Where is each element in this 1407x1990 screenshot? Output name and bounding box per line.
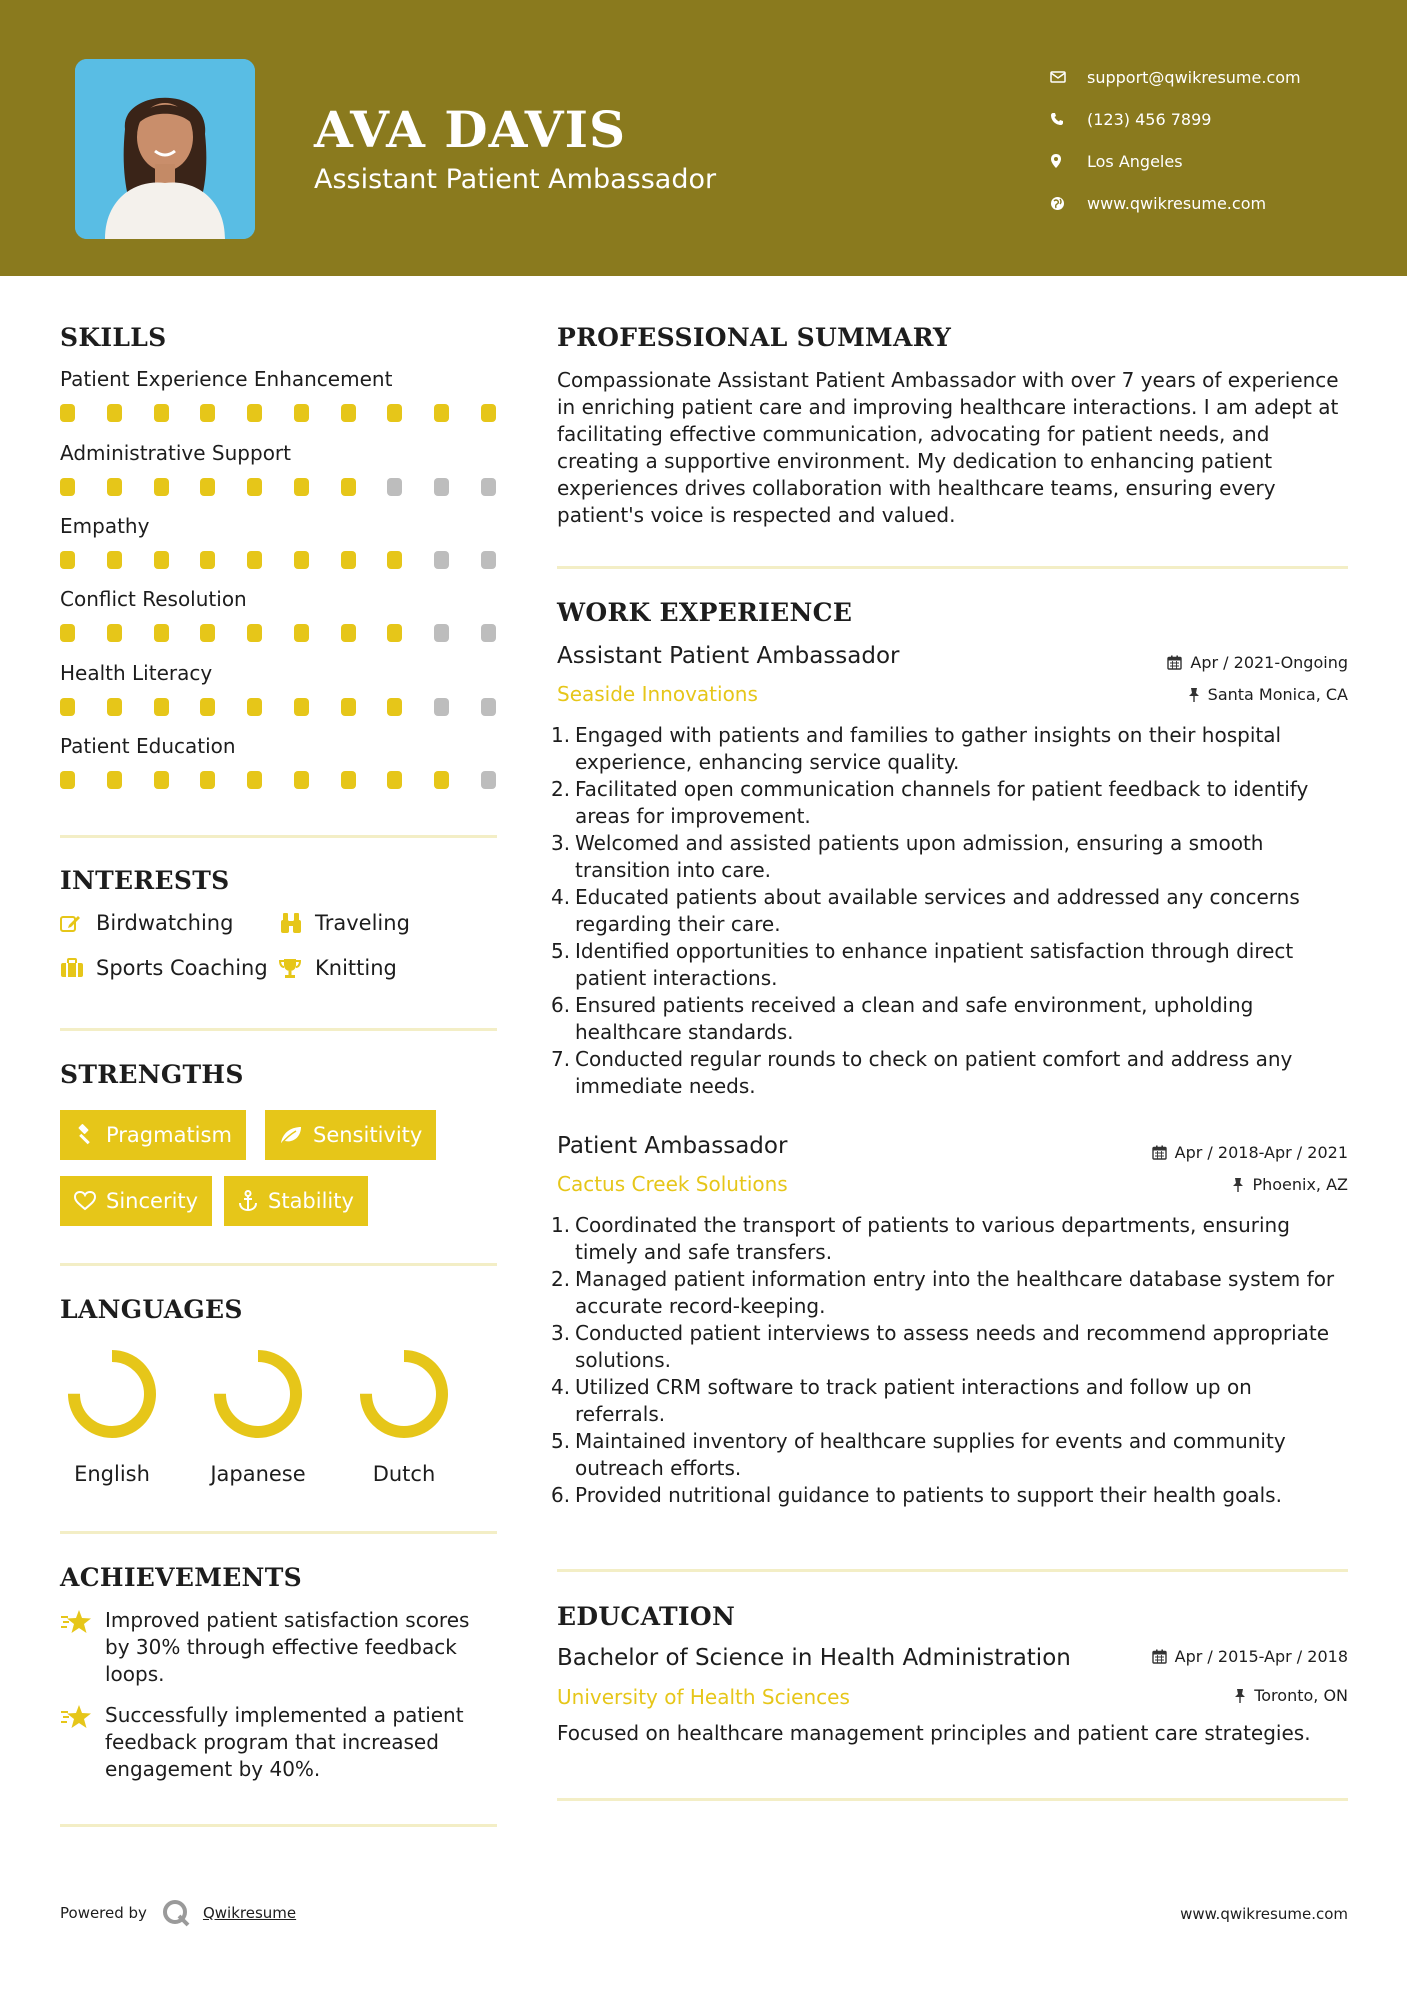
section-divider <box>557 1569 1348 1572</box>
duty-number: 5. <box>551 939 571 963</box>
job-location-text: Phoenix, AZ <box>1252 1175 1348 1194</box>
rating-dot-filled <box>200 771 215 789</box>
rating-dot-filled <box>107 698 122 716</box>
qwikresume-link[interactable]: Qwikresume <box>202 1904 297 1922</box>
rating-dot-filled <box>154 551 169 569</box>
rating-dot-filled <box>294 478 309 496</box>
star-icon <box>60 1609 94 1639</box>
rating-dot-filled <box>341 551 356 569</box>
pushpin-icon <box>1234 1688 1246 1703</box>
duty-text: Provided nutritional guidance to patients to support their health goals. <box>575 1483 1282 1507</box>
rating-dot-filled <box>294 624 309 642</box>
language-level-ring <box>212 1348 304 1440</box>
rating-dot-empty <box>481 698 496 716</box>
rating-dot-empty <box>387 478 402 496</box>
contact-text: www.qwikresume.com <box>1087 193 1267 213</box>
pencil-icon <box>60 913 96 933</box>
section-divider <box>557 1798 1348 1801</box>
duties-list <box>551 1212 1348 1509</box>
duty-text: Engaged with patients and families to gather insights on their hospital experience, enhancing service quality. <box>575 723 1282 774</box>
language-item <box>344 1348 464 1486</box>
job-location-text: Santa Monica, CA <box>1207 685 1348 704</box>
job-title: Patient Ambassador <box>557 1133 788 1159</box>
achievement-text: Improved patient satisfaction scores by 30% through effective feedback loops. <box>105 1608 470 1686</box>
duty-item <box>551 776 1348 830</box>
duty-number: 1. <box>551 723 571 747</box>
achievements-heading: ACHIEVEMENTS <box>60 1563 302 1592</box>
rating-dot-filled <box>387 771 402 789</box>
skill-name: Patient Education <box>60 734 236 758</box>
interests-heading: INTERESTS <box>60 866 230 895</box>
rating-dot-filled <box>60 404 75 422</box>
duty-text: Welcomed and assisted patients upon admission, ensuring a smooth transition into care. <box>575 831 1264 882</box>
rating-dot-filled <box>434 404 449 422</box>
education-heading: EDUCATION <box>557 1602 736 1631</box>
duty-text: Ensured patients received a clean and safe environment, upholding healthcare standards. <box>575 993 1254 1044</box>
duty-number: 7. <box>551 1047 571 1071</box>
duty-item <box>551 1046 1348 1100</box>
skill-item <box>60 587 497 611</box>
skill-rating <box>60 698 497 716</box>
rating-dot-filled <box>60 624 75 642</box>
language-level-arc <box>366 1356 442 1432</box>
duty-number: 6. <box>551 1483 571 1507</box>
rating-dot-filled <box>434 771 449 789</box>
rating-dot-filled <box>247 478 262 496</box>
duty-number: 3. <box>551 831 571 855</box>
interest-item <box>279 911 410 935</box>
achievement-item <box>60 1607 497 1688</box>
interest-label: Birdwatching <box>96 911 234 935</box>
pushpin-icon <box>1232 1177 1244 1192</box>
rating-dot-filled <box>200 404 215 422</box>
job-location <box>1188 685 1348 704</box>
education-dates-text: Apr / 2015-Apr / 2018 <box>1174 1647 1348 1666</box>
rating-dot-filled <box>107 624 122 642</box>
duty-text: Facilitated open communication channels for patient feedback to identify areas for improvement. <box>575 777 1309 828</box>
duty-number: 3. <box>551 1321 571 1345</box>
rating-dot-filled <box>247 771 262 789</box>
section-divider <box>60 1263 497 1266</box>
rating-dot-filled <box>387 404 402 422</box>
contact-location <box>1050 140 1390 182</box>
language-item <box>198 1348 318 1486</box>
duty-number: 4. <box>551 1375 571 1399</box>
rating-dot-filled <box>247 698 262 716</box>
section-divider <box>557 566 1348 569</box>
powered-by-text: Powered by <box>60 1904 147 1922</box>
language-name: Dutch <box>372 1462 436 1486</box>
duty-text: Managed patient information entry into the healthcare database system for accurate record-keeping. <box>575 1267 1335 1318</box>
strength-label: Stability <box>268 1189 354 1213</box>
rating-dot-filled <box>154 698 169 716</box>
duty-text: Educated patients about available services and addressed any concerns regarding their care. <box>575 885 1300 936</box>
rating-dot-filled <box>60 698 75 716</box>
rating-dot-filled <box>341 771 356 789</box>
calendar-icon <box>1167 655 1182 670</box>
job-dates <box>1167 653 1348 672</box>
job-location <box>1232 1175 1348 1194</box>
rating-dot-filled <box>387 698 402 716</box>
duty-number: 2. <box>551 1267 571 1291</box>
footer-powered-by <box>60 1898 296 1928</box>
rating-dot-filled <box>60 771 75 789</box>
duties-list <box>551 722 1348 1100</box>
rating-dot-filled <box>107 551 122 569</box>
contact-text: support@qwikresume.com <box>1087 67 1301 87</box>
rating-dot-empty <box>481 624 496 642</box>
rating-dot-filled <box>294 404 309 422</box>
section-divider <box>60 835 497 838</box>
rating-dot-filled <box>387 551 402 569</box>
rating-dot-filled <box>154 624 169 642</box>
candidate-name: AVA DAVIS <box>314 100 627 159</box>
strength-label: Sincerity <box>106 1189 199 1213</box>
globe-icon <box>1050 196 1087 211</box>
rating-dot-filled <box>341 478 356 496</box>
interest-item <box>60 956 268 980</box>
rating-dot-filled <box>247 624 262 642</box>
duty-text: Maintained inventory of healthcare supplies for events and community outreach efforts. <box>575 1429 1286 1480</box>
rating-dot-filled <box>294 771 309 789</box>
briefcase-icon <box>60 958 96 978</box>
language-name: Japanese <box>210 1462 306 1486</box>
skill-name: Administrative Support <box>60 441 291 465</box>
strength-badge <box>60 1110 246 1160</box>
skill-rating <box>60 551 497 569</box>
job-dates-text: Apr / 2021-Ongoing <box>1190 653 1348 672</box>
duty-item <box>551 992 1348 1046</box>
language-level-ring <box>358 1348 450 1440</box>
rating-dot-empty <box>481 771 496 789</box>
rating-dot-empty <box>434 624 449 642</box>
education-description: Focused on healthcare management principles and patient care strategies. <box>557 1721 1311 1745</box>
company-name: Seaside Innovations <box>557 682 758 706</box>
summary-heading: PROFESSIONAL SUMMARY <box>557 323 952 352</box>
rating-dot-filled <box>200 551 215 569</box>
strengths-heading: STRENGTHS <box>60 1060 244 1089</box>
calendar-icon <box>1152 1649 1167 1664</box>
duty-number: 1. <box>551 1213 571 1237</box>
profile-photo <box>75 59 255 239</box>
duty-item <box>551 1428 1348 1482</box>
rating-dot-filled <box>341 624 356 642</box>
strength-badge <box>265 1110 436 1160</box>
section-divider <box>60 1028 497 1031</box>
rating-dot-filled <box>154 478 169 496</box>
achievement-text: Successfully implemented a patient feedback program that increased engagement by 40%. <box>105 1703 464 1781</box>
skill-item <box>60 441 497 465</box>
rating-dot-filled <box>341 404 356 422</box>
rating-dot-empty <box>434 698 449 716</box>
skill-rating <box>60 771 497 789</box>
language-level-ring <box>66 1348 158 1440</box>
interest-label: Knitting <box>315 956 397 980</box>
skill-name: Empathy <box>60 514 150 538</box>
duty-item <box>551 938 1348 992</box>
rating-dot-empty <box>434 551 449 569</box>
experience-heading: WORK EXPERIENCE <box>557 598 853 627</box>
skill-item <box>60 367 497 391</box>
job-dates-text: Apr / 2018-Apr / 2021 <box>1174 1143 1348 1162</box>
degree-name: Bachelor of Science in Health Administration <box>557 1645 1071 1671</box>
contact-email[interactable] <box>1050 56 1390 98</box>
interest-item <box>60 911 233 935</box>
rating-dot-filled <box>481 404 496 422</box>
rating-dot-filled <box>200 478 215 496</box>
skill-rating <box>60 404 497 422</box>
contact-text: Los Angeles <box>1087 151 1183 171</box>
rating-dot-filled <box>294 551 309 569</box>
skill-rating <box>60 478 497 496</box>
duty-item <box>551 830 1348 884</box>
footer-website[interactable]: www.qwikresume.com <box>1180 1905 1348 1923</box>
duty-text: Coordinated the transport of patients to various departments, ensuring timely and safe transfers. <box>575 1213 1290 1264</box>
school-name: University of Health Sciences <box>557 1685 850 1709</box>
duty-item <box>551 1482 1348 1509</box>
gavel-icon <box>74 1124 96 1146</box>
duty-item <box>551 1212 1348 1266</box>
skills-heading: SKILLS <box>60 323 167 352</box>
skill-item <box>60 734 497 758</box>
qwikresume-logo-icon <box>161 1898 191 1928</box>
language-level-arc <box>220 1356 296 1432</box>
job-title: Assistant Patient Ambassador <box>557 643 900 669</box>
duty-text: Identified opportunities to enhance inpatient satisfaction through direct patient interactions. <box>575 939 1294 990</box>
contact-website[interactable] <box>1050 182 1390 224</box>
rating-dot-filled <box>60 478 75 496</box>
duty-item <box>551 1266 1348 1320</box>
education-location <box>1234 1686 1348 1705</box>
duty-item <box>551 722 1348 776</box>
binoculars-icon <box>279 912 315 934</box>
duty-text: Conducted patient interviews to assess needs and recommend appropriate solutions. <box>575 1321 1330 1372</box>
envelope-icon <box>1050 71 1087 83</box>
languages-heading: LANGUAGES <box>60 1295 243 1324</box>
skill-name: Conflict Resolution <box>60 587 247 611</box>
map-pin-icon <box>1050 153 1087 169</box>
rating-dot-filled <box>107 404 122 422</box>
strength-label: Sensitivity <box>313 1123 423 1147</box>
rating-dot-filled <box>60 551 75 569</box>
education-dates <box>1152 1647 1348 1666</box>
contact-text: (123) 456 7899 <box>1087 109 1212 129</box>
interest-label: Sports Coaching <box>96 956 268 980</box>
interest-label: Traveling <box>315 911 410 935</box>
section-divider <box>60 1531 497 1534</box>
duty-text: Utilized CRM software to track patient interactions and follow up on referrals. <box>575 1375 1252 1426</box>
duty-number: 2. <box>551 777 571 801</box>
anchor-icon <box>238 1190 258 1212</box>
rating-dot-filled <box>341 698 356 716</box>
duty-number: 4. <box>551 885 571 909</box>
summary-text: Compassionate Assistant Patient Ambassador with over 7 years of experience in enriching patient care and improving healthcare interactions. I am adept at facilitating effective communication, advocating for patient needs, and creating a supportive environment. My dedication to enhancing patient experiences drives collaboration with healthcare teams, ensuring every patient's voice is respected and valued. <box>557 368 1339 527</box>
duty-number: 5. <box>551 1429 571 1453</box>
phone-icon <box>1050 112 1087 126</box>
rating-dot-filled <box>247 404 262 422</box>
rating-dot-filled <box>107 478 122 496</box>
section-divider <box>60 1824 497 1827</box>
rating-dot-empty <box>481 551 496 569</box>
company-name: Cactus Creek Solutions <box>557 1172 788 1196</box>
skill-name: Patient Experience Enhancement <box>60 367 393 391</box>
duty-item <box>551 1374 1348 1428</box>
candidate-title: Assistant Patient Ambassador <box>314 164 717 195</box>
achievement-item <box>60 1702 497 1783</box>
rating-dot-filled <box>200 624 215 642</box>
pushpin-icon <box>1188 687 1200 702</box>
rating-dot-filled <box>294 698 309 716</box>
strength-label: Pragmatism <box>106 1123 232 1147</box>
rating-dot-filled <box>387 624 402 642</box>
skill-rating <box>60 624 497 642</box>
job-dates <box>1152 1143 1348 1162</box>
interest-item <box>279 956 397 980</box>
heart-icon <box>74 1191 96 1211</box>
contact-phone[interactable] <box>1050 98 1390 140</box>
rating-dot-filled <box>200 698 215 716</box>
duty-text: Conducted regular rounds to check on patient comfort and address any immediate needs. <box>575 1047 1293 1098</box>
trophy-icon <box>279 957 315 979</box>
duty-number: 6. <box>551 993 571 1017</box>
language-name: English <box>74 1462 150 1486</box>
skill-name: Health Literacy <box>60 661 213 685</box>
skill-item <box>60 514 497 538</box>
language-item <box>52 1348 172 1486</box>
language-level-arc <box>74 1356 150 1432</box>
duty-item <box>551 1320 1348 1374</box>
rating-dot-filled <box>154 404 169 422</box>
leaf-icon <box>279 1125 303 1145</box>
contact-list <box>1050 56 1390 224</box>
strength-badge <box>60 1176 212 1226</box>
rating-dot-filled <box>107 771 122 789</box>
skill-item <box>60 661 497 685</box>
strength-badge <box>224 1176 368 1226</box>
duty-item <box>551 884 1348 938</box>
calendar-icon <box>1152 1145 1167 1160</box>
resume-header <box>0 0 1407 276</box>
star-icon <box>60 1704 94 1734</box>
rating-dot-empty <box>434 478 449 496</box>
rating-dot-filled <box>247 551 262 569</box>
rating-dot-filled <box>154 771 169 789</box>
education-location-text: Toronto, ON <box>1254 1686 1348 1705</box>
rating-dot-empty <box>481 478 496 496</box>
